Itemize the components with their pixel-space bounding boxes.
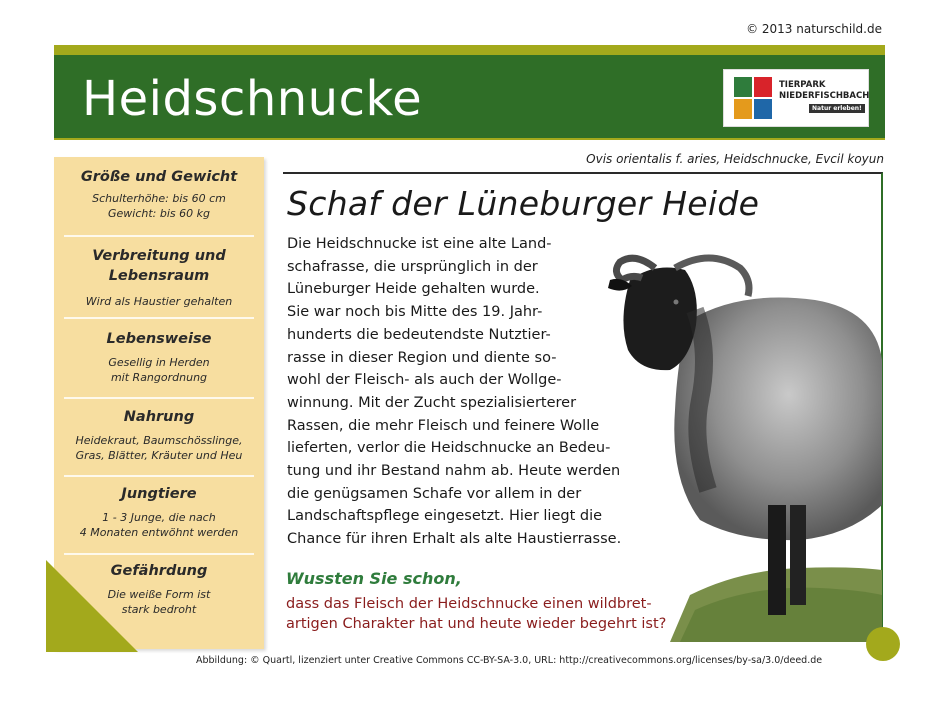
logo-text: TIERPARK NIEDERFISCHBACH — [779, 80, 870, 101]
fact-heading: Verbreitung und Lebensraum — [92, 248, 226, 284]
fact-line: Die weiße Form ist — [107, 588, 211, 601]
did-you-know-heading: Wussten Sie schon, — [286, 569, 462, 588]
fact-line: Heidekraut, Baumschösslinge, — [75, 434, 243, 447]
description-text: Die Heidschnucke ist eine alte Land- schafrasse, die ursprünglich in der Lüneburger Heide gehalten wurde. Sie war noch bis Mitte des 19. Jahr- hunderts die bedeutendste Nutztier- rasse in dieser Region und diente so- wohl der Fleisch- als auch der Wollge- winnung. Mit der Zucht spezialisierterer Rassen, die mehr Fleisch und feinere Wolle lieferten, verlor die Heidschnucke an Bedeu- tung und ihr Bestand nahm ab. Heute werden die genügsamen Schafe vor allem in der Landschaftspflege eingesetzt. Hier liegt die Chance für ihren Erhalt als alte Haustierrasse. — [287, 236, 622, 548]
scientific-name: Ovis orientalis f. aries, Heidschnucke, Evcil koyun — [586, 152, 884, 166]
fact-line: Gewicht: bis 60 kg — [108, 207, 210, 220]
fact-heading: Lebensweise — [106, 331, 212, 347]
fact-behavior — [54, 329, 264, 385]
divider — [64, 553, 254, 555]
fact-line: mit Rangordnung — [110, 371, 208, 384]
divider — [64, 397, 254, 399]
fact-line: stark bedroht — [121, 603, 197, 616]
fact-food — [54, 407, 264, 463]
fact-line: 4 Monaten entwöhnt werden — [79, 526, 239, 539]
page-title: Heidschnucke — [82, 71, 423, 127]
sheep-photo — [600, 250, 882, 642]
image-credit: Abbildung: © Quartl, lizenziert unter Creative Commons CC-BY-SA-3.0, URL: http://creativecommons.org/licenses/by-sa/3.0/deed.de — [196, 655, 823, 666]
header-banner — [54, 45, 885, 140]
content-title: Schaf der Lüneburger Heide — [287, 184, 760, 223]
did-you-know-text: dass das Fleisch der Heidschnucke einen wildbret- artigen Charakter hat und heute wieder begehrt ist? — [286, 596, 667, 632]
fact-line: Gras, Blätter, Kräuter und Heu — [75, 449, 243, 462]
logo-icon-grid — [734, 77, 772, 119]
fact-heading: Jungtiere — [121, 486, 197, 502]
fact-line: 1 - 3 Junge, die nach — [102, 511, 216, 524]
logo-tagline: Natur erleben! — [809, 104, 865, 113]
fact-young — [54, 484, 264, 540]
tierpark-logo — [723, 69, 869, 127]
copyright-notice: © 2013 naturschild.de — [746, 22, 882, 36]
corner-circle-decoration — [866, 627, 900, 661]
fact-heading: Nahrung — [123, 409, 195, 425]
fact-heading: Gefährdung — [110, 563, 208, 579]
divider — [64, 317, 254, 319]
fact-line: Schulterhöhe: bis 60 cm — [92, 192, 226, 205]
fact-size-weight — [54, 167, 264, 221]
fact-heading: Größe und Gewicht — [80, 169, 238, 185]
fact-distribution — [54, 246, 264, 309]
divider — [64, 475, 254, 477]
corner-triangle-decoration — [46, 560, 138, 652]
fact-line: Gesellig in Herden — [108, 356, 210, 369]
divider — [64, 235, 254, 237]
fact-line: Wird als Haustier gehalten — [85, 295, 233, 308]
